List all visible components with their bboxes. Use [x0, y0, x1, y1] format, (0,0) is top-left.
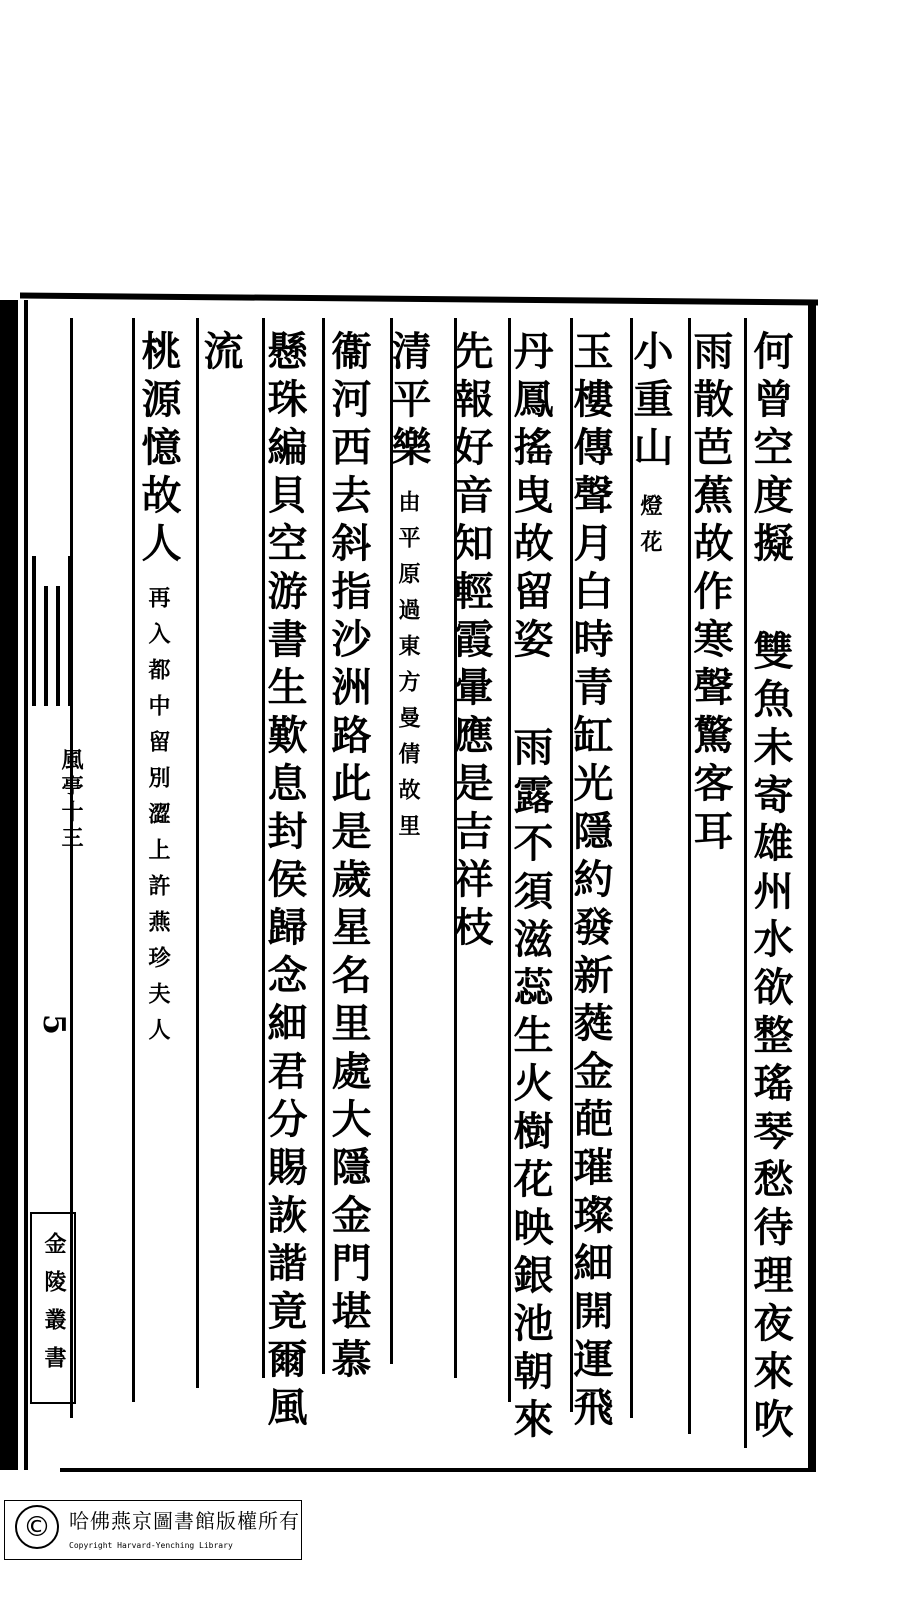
column-tail-text: 雨露不須滋蕊生火樹花映銀池朝來: [507, 726, 554, 1446]
book-spine-edge-inner: [24, 300, 28, 1470]
margin-title: 風亭十三: [58, 748, 84, 852]
copyright-chinese-text: 哈佛燕京圖書館版權所有: [69, 1509, 300, 1533]
column-annotation: 由平原過東方曼倩故里: [395, 490, 421, 850]
folio-number: 5: [36, 1014, 71, 1039]
frame-bottom-border: [60, 1468, 816, 1472]
frame-top-border: [20, 293, 818, 306]
text-column-11: [128, 330, 188, 1054]
column-main-text: 流: [197, 330, 244, 378]
copyright-icon: ©: [15, 1505, 59, 1549]
column-main-text: 懸珠編貝空游書生歎息封侯歸念細君分賜詼諧竟爾風: [261, 330, 308, 1434]
text-column-7: [378, 330, 438, 850]
text-column-2: [680, 330, 740, 858]
text-column-10: [190, 330, 250, 378]
copyright-english-text: Copyright Harvard-Yenching Library: [69, 1541, 233, 1550]
column-main-text: 何曾空度擬: [747, 330, 794, 570]
text-column-4: [560, 330, 620, 1434]
column-rule: [196, 318, 199, 1388]
text-column-8: [318, 330, 378, 1386]
text-column-3: [620, 330, 680, 566]
column-annotation: 再入都中留別澀上許燕珍夫人: [145, 586, 171, 1054]
copyright-stamp: [4, 1500, 302, 1560]
column-main-text: 先報好音知輕霞暈應是吉祥枝: [447, 330, 494, 954]
book-spine-edge: [0, 300, 18, 1470]
column-annotation: 燈花: [637, 494, 663, 566]
text-column-9: [254, 330, 314, 1434]
series-title-box: 金陵叢書: [30, 1212, 76, 1404]
column-main-text: 小重山: [627, 330, 674, 474]
column-main-text: 丹鳳搖曳故留姿: [507, 330, 554, 666]
column-main-text: 雨散芭蕉故作寒聲驚客耳: [687, 330, 734, 858]
text-column-5: [500, 330, 560, 1446]
text-column-1: [740, 330, 800, 1446]
column-main-text: 桃源憶故人: [135, 330, 182, 570]
fold-mark-ornament: [26, 556, 76, 706]
column-main-text: 衞河西去斜指沙洲路此是歲星名里處大隱金門堪慕: [325, 330, 372, 1386]
column-tail-text: 雙魚未寄雄州水欲整瑤琴愁待理夜來吹: [747, 630, 794, 1446]
frame-right-border: [808, 300, 816, 1472]
column-main-text: 清平樂: [385, 330, 432, 474]
column-main-text: 玉樓傳聲月白時青缸光隱約發新蕤金葩璀璨細開運飛: [567, 330, 614, 1434]
text-column-6: [440, 330, 500, 954]
